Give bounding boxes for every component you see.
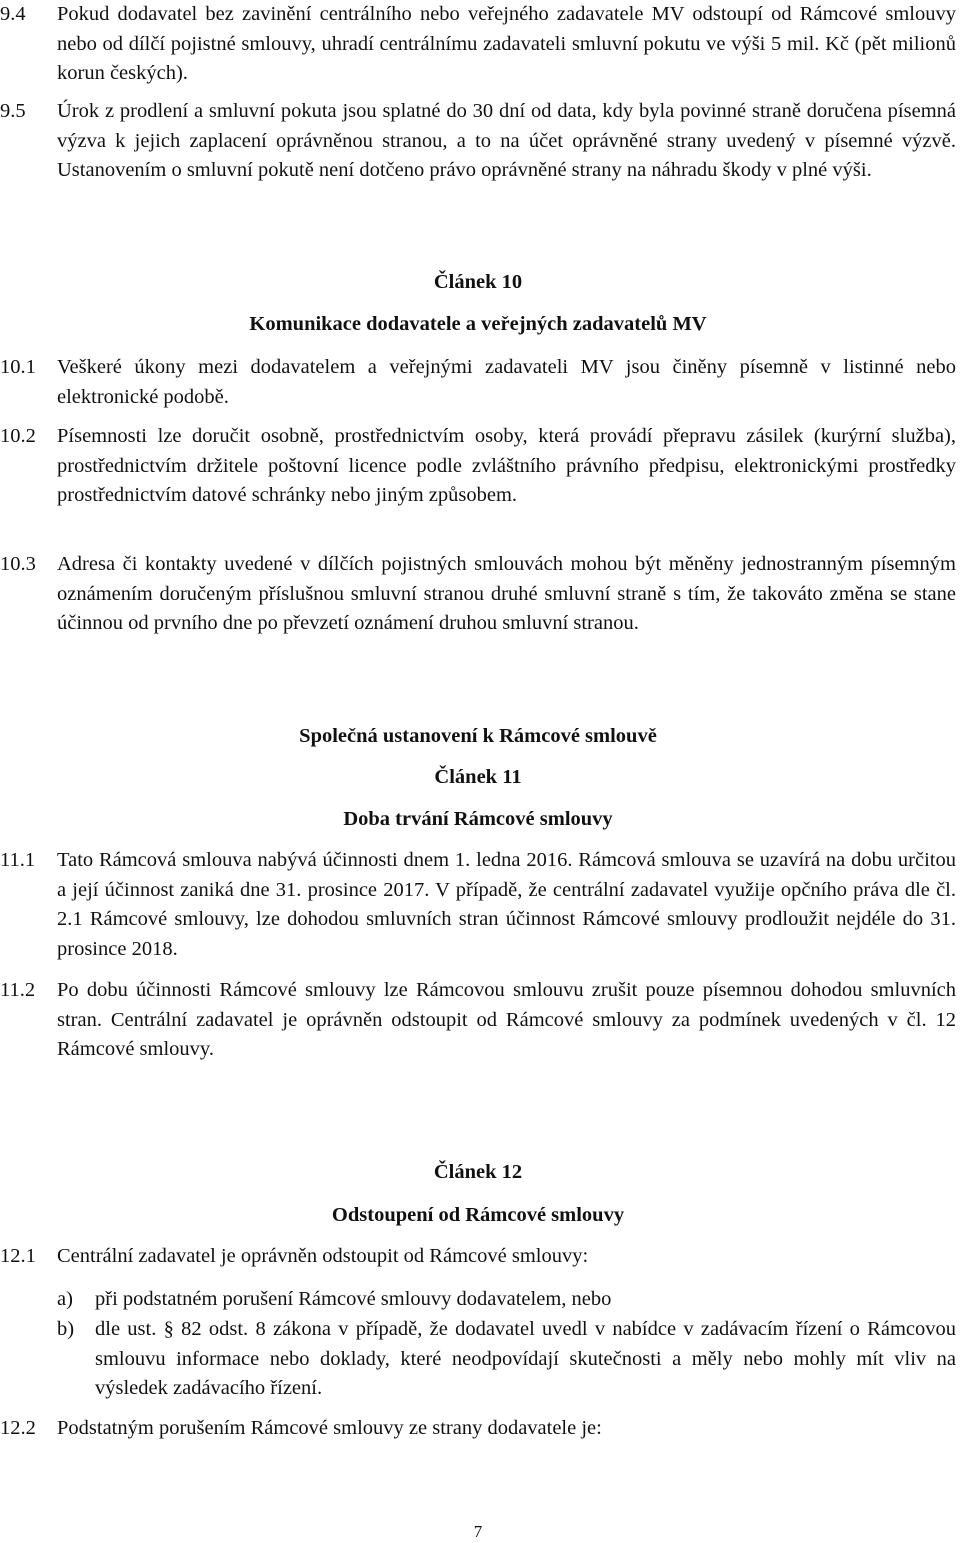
paragraph-text: Úrok z prodlení a smluvní pokuta jsou splatné do 30 dní od data, kdy byla povinné straně doručena písemná výzva k jejich zaplacení oprávněnou stranou, a to na účet oprávněné strany uvedený v písemné výzvě. Ustanovením o smluvní pokutě není dotčeno právo oprávněné strany na náhradu škody v plné výši. xyxy=(57,100,956,181)
paragraph-12-2 xyxy=(0,1414,956,1444)
common-provisions-heading: Společná ustanovení k Rámcové smlouvě xyxy=(299,725,657,747)
paragraph-number: 11.2 xyxy=(0,979,36,1001)
list-item-text: dle ust. § 82 odst. 8 zákona v případě, že dodavatel uvedl v nabídce v zadávacím řízení o Rámcovou smlouvu informace nebo doklady, které neodpovídají skutečnosti a měly nebo mohly mít vliv na výsledek zadávacího řízení. xyxy=(95,1318,956,1399)
paragraph-12-1 xyxy=(0,1242,956,1272)
paragraph-text: Adresa či kontakty uvedené v dílčích pojistných smlouvách mohou být měněny jednostranným písemným oznámením doručeným příslušnou smluvní stranou druhé smluvní straně s tím, že takováto změna se stane účinnou od prvního dne po převzetí oznámení druhou smluvní stranou. xyxy=(57,553,956,634)
paragraph-text: Tato Rámcová smlouva nabývá účinnosti dnem 1. ledna 2016. Rámcová smlouva se uzavírá na dobu určitou a její účinnost zaniká dne 31. prosince 2017. V případě, že centrální zadavatel využije opčního práva dle čl. 2.1 Rámcové smlouvy, lze dohodou smluvních stran účinnost Rámcové smlouvy prodloužit nejdéle do 31. prosince 2018. xyxy=(57,849,956,960)
paragraph-9-5 xyxy=(0,97,956,186)
article-10-subtitle: Komunikace dodavatele a veřejných zadavatelů MV xyxy=(249,313,707,335)
paragraph-text: Pokud dodavatel bez zavinění centrálního nebo veřejného zadavatele MV odstoupí od Rámcové smlouvy nebo od dílčí pojistné smlouvy, uhradí centrálnímu zadavateli smluvní pokutu ve výši 5 mil. Kč (pět milionů korun českých). xyxy=(57,3,956,84)
paragraph-number: 10.1 xyxy=(0,356,36,378)
paragraph-10-3 xyxy=(0,550,956,639)
paragraph-10-2 xyxy=(0,422,956,511)
paragraph-number: 12.2 xyxy=(0,1417,36,1439)
page-number: 7 xyxy=(473,1522,483,1541)
article-12-subtitle: Odstoupení od Rámcové smlouvy xyxy=(331,1204,625,1226)
paragraph-text: Veškeré úkony mezi dodavatelem a veřejnými zadavateli MV jsou činěny písemně v listinné nebo elektronické podobě. xyxy=(57,356,956,408)
paragraph-text: Po dobu účinnosti Rámcové smlouvy lze Rámcovou smlouvu zrušit pouze písemnou dohodou smluvních stran. Centrální zadavatel je oprávněn odstoupit od Rámcové smlouvy za podmínek uvedených v čl. 12 Rámcové smlouvy. xyxy=(57,979,956,1060)
paragraph-number: 9.5 xyxy=(0,100,26,122)
paragraph-10-1 xyxy=(0,353,956,412)
article-12-title: Článek 12 xyxy=(433,1161,523,1183)
list-item-text: při podstatném porušení Rámcové smlouvy dodavatelem, nebo xyxy=(95,1288,612,1310)
article-11-title: Článek 11 xyxy=(434,766,522,788)
paragraph-number: 9.4 xyxy=(0,3,26,25)
list-item-b xyxy=(57,1315,956,1404)
article-10-title: Článek 10 xyxy=(433,271,523,293)
list-item-label: b) xyxy=(57,1318,75,1340)
paragraph-number: 10.2 xyxy=(0,425,36,447)
paragraph-9-4 xyxy=(0,0,956,89)
paragraph-number: 12.1 xyxy=(0,1245,36,1267)
paragraph-text: Centrální zadavatel je oprávněn odstoupit od Rámcové smlouvy: xyxy=(57,1245,589,1267)
paragraph-11-1 xyxy=(0,846,956,964)
paragraph-text: Písemnosti lze doručit osobně, prostřednictvím osoby, která provádí přepravu zásilek (kurýrní služba), prostřednictvím držitele poštovní licence podle zvláštního právního předpisu, elektronickými prostředky prostřednictvím datové schránky nebo jiným způsobem. xyxy=(57,425,956,506)
paragraph-11-2 xyxy=(0,976,956,1065)
list-item-label: a) xyxy=(57,1288,73,1310)
article-11-subtitle: Doba trvání Rámcové smlouvy xyxy=(343,808,613,830)
paragraph-number: 11.1 xyxy=(0,849,36,871)
list-item-a xyxy=(57,1285,956,1315)
paragraph-text: Podstatným porušením Rámcové smlouvy ze strany dodavatele je: xyxy=(57,1417,602,1439)
paragraph-number: 10.3 xyxy=(0,553,36,575)
